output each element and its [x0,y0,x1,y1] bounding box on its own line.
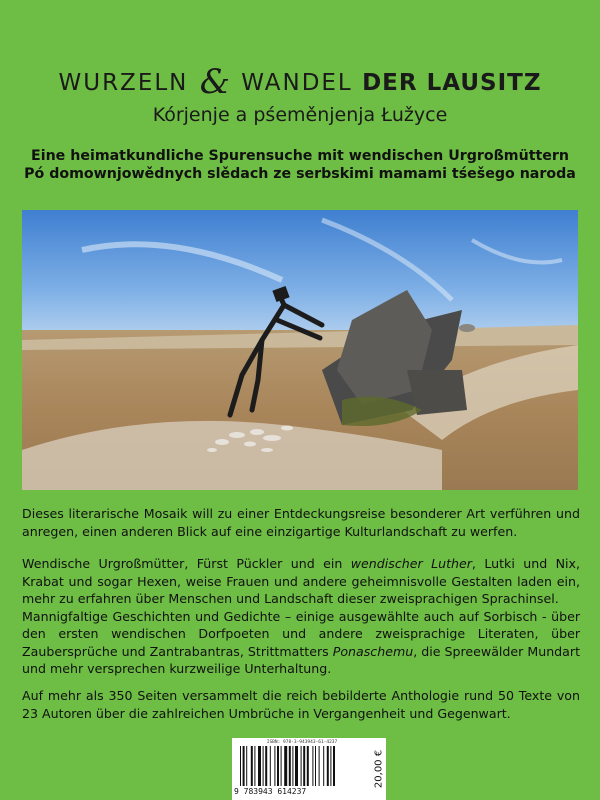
barcode-bar [284,746,287,786]
paragraph-anthology-text: Auf mehr als 350 Seiten versammelt die reich bebilderte Anthologie rund 50 Texte von 23 Autoren über die zahlreichen Umbrüche in Vergangenheit und Gegenwart. [22,688,580,721]
barcode-bar [323,746,324,786]
cover-photo [22,210,578,490]
barcode-bar [301,746,302,786]
text-urgrossmutter: Wendische Urgroßmütter, Fürst Pückler und ein [22,556,351,571]
price-label: 20,00 € [373,749,385,789]
title-word-wandel: WANDEL [241,70,353,96]
barcode-bar [265,746,267,786]
barcode-bar [292,746,293,786]
text-mannigfaltige: Mannigfaltige Geschichten und Gedichte – einige ausgewählte auch auf Sorbisch - über den ersten wendischen Dorfpoeten und andere zweisprachige Literaten, über Zaubersprüche und Zantrabantras, Strittmatters [22,608,580,659]
barcode-digits: 9 783943 614237 [234,787,307,796]
barcode-bar [307,746,309,786]
barcode-bar [240,746,241,786]
title-word-der-lausitz: DER LAUSITZ [362,70,542,96]
tagline-german: Eine heimatkundliche Spurensuche mit wendischen Urgroßmüttern [31,148,569,164]
barcode-bar [289,746,291,786]
barcode-bar [315,746,316,786]
price-tag [372,738,386,800]
landscape-sculpture-image [22,210,578,490]
text-spreewalder: , die Spreewälder Mundart und mehr versprechen kurzweilige Unterhaltung. [22,643,581,676]
barcode-bar [330,746,331,786]
isbn-barcode [232,738,372,800]
barcode-bar [274,746,275,786]
barcode-bar [251,746,253,786]
barcode-bar [327,746,329,786]
barcode-bars [240,746,364,786]
barcode-bar [246,746,247,786]
barcode-bar [258,746,261,786]
barcode-bar [303,746,305,786]
paragraph-description-part2 [22,608,580,678]
barcode-bar [277,746,279,786]
barcode-bar [333,746,335,786]
paragraph-intro-text: Dieses literarische Mosaik will zu einer Entdeckungsreise besonderer Art verführen und anregen, einen anderen Blick auf eine einzigartige Kulturlandschaft zu werfen. [22,506,580,539]
barcode-bar [263,746,264,786]
book-title [0,62,600,102]
title-word-wurzeln: WURZELN [58,70,189,96]
book-subtitle-sorbian: Kórjenje a pśeměnjenja Łužyce [152,104,448,126]
barcode-bar [312,746,313,786]
text-ponaschemu: Ponaschemu [332,643,414,659]
text-wendischer-luther: wendischer Luther [350,556,472,571]
paragraph-intro [22,505,580,540]
paragraph-anthology [22,687,580,722]
isbn-label: ISBN: 978-3-943943-61-4237 [266,740,338,745]
barcode-bar [243,746,245,786]
tagline-sorbian: Pó domownjowědnych slědach ze serbskimi mamami tśešego naroda [24,166,576,182]
paragraph-description [22,555,580,678]
paragraph-description-part1 [22,555,580,608]
barcode-bar [254,746,255,786]
text-lutki-nix: , Lutki und Nix, Krabat und sogar Hexen, weise Frauen und andere geheimnisvolle Gestalten laden ein, mehr zu erfahren über Menschen und Landschaft dieser zweisprachigen Sprachinsel. [22,556,580,606]
barcode-bar [270,746,271,786]
barcode-bar [281,746,282,786]
barcode-bar [319,746,320,786]
tagline [0,147,600,183]
barcode-bar [295,746,298,786]
title-ampersand: & [199,62,230,102]
